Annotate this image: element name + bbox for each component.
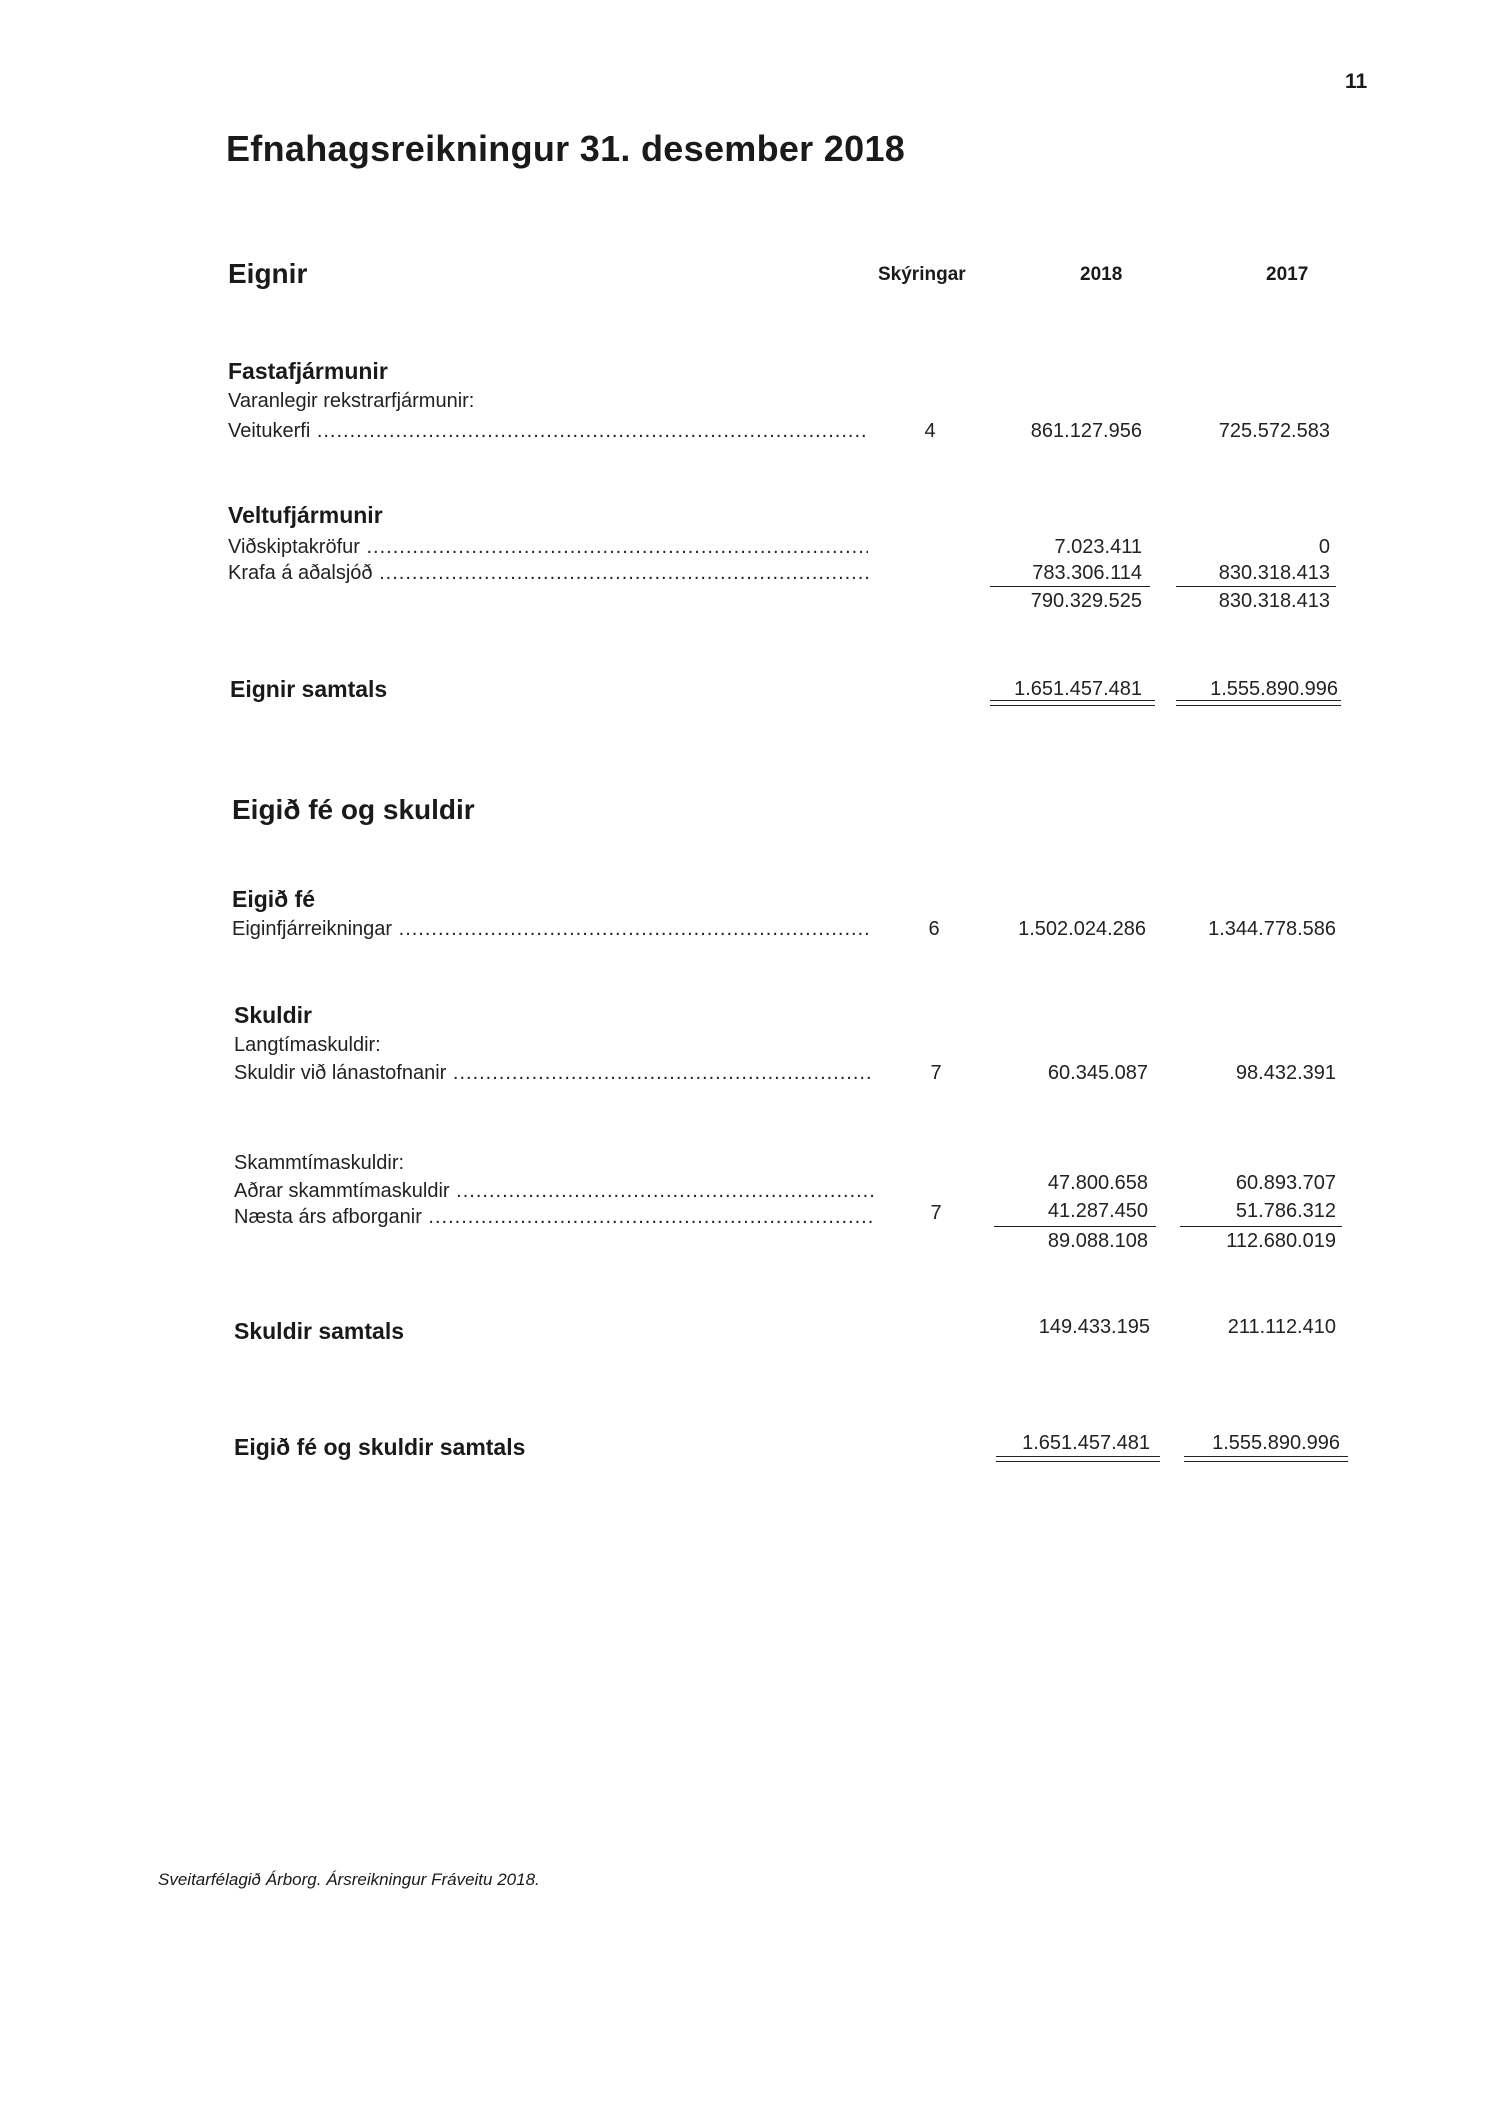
row-label: Veitukerfi ..... — [228, 420, 868, 443]
fixed-assets-subheading: Varanlegir rekstrarfjármunir: — [228, 390, 475, 412]
value-2018: 861.127.956 — [1030, 420, 1142, 442]
value-2018: 60.345.087 — [1047, 1062, 1148, 1084]
value-2017: 98.432.391 — [1235, 1062, 1336, 1084]
subtotal-rule — [1180, 1226, 1342, 1227]
value-2018: 783.306.114 — [1032, 562, 1142, 584]
value-2017: 725.572.583 — [1218, 420, 1330, 442]
subtotal-2018: 790.329.525 — [1030, 590, 1142, 612]
value-2018: 7.023.411 — [1054, 536, 1142, 558]
assets-heading: Eignir — [228, 258, 308, 289]
debt-total-2017: 211.112.410 — [1227, 1316, 1336, 1338]
row-note: 4 — [924, 420, 936, 442]
grand-total-2017: 1.555.890.996 — [1212, 1432, 1340, 1454]
assets-total-label: Eignir samtals — [230, 676, 388, 702]
debt-total-label: Skuldir samtals — [234, 1318, 405, 1344]
value-2017: 51.786.312 — [1235, 1200, 1336, 1222]
value-2018: 41.287.450 — [1047, 1200, 1148, 1222]
value-2017: 0 — [1318, 536, 1330, 558]
liabilities-heading: Eigið fé og skuldir — [232, 794, 475, 825]
total-double-rule — [1184, 1456, 1348, 1462]
col-2017-header: 2017 — [1266, 264, 1309, 285]
page-title: Efnahagsreikningur 31. desember 2018 — [226, 128, 906, 169]
current-assets-heading: Veltufjármunir — [228, 502, 383, 528]
col-2018-header: 2018 — [1080, 264, 1123, 285]
subtotal-2018: 89.088.108 — [1047, 1230, 1148, 1252]
row-note: 7 — [930, 1062, 942, 1084]
subtotal-rule — [994, 1226, 1156, 1227]
debt-total-2018: 149.433.195 — [1038, 1316, 1150, 1338]
value-2018: 47.800.658 — [1047, 1172, 1148, 1194]
row-label: Krafa á aðalsjóð ..... — [228, 562, 868, 585]
debt-heading: Skuldir — [234, 1002, 312, 1028]
page-number: 11 — [1345, 70, 1368, 93]
value-2018: 1.502.024.286 — [1018, 918, 1146, 940]
assets-total-2018: 1.651.457.481 — [1014, 678, 1142, 700]
assets-total-2017: 1.555.890.996 — [1210, 678, 1338, 700]
col-notes-header: Skýringar — [878, 264, 966, 285]
subtotal-rule — [1176, 586, 1336, 587]
page-footer: Sveitarfélagið Árborg. Ársreikningur Fráveitu 2018. — [158, 1870, 540, 1889]
equity-heading: Eigið fé — [232, 886, 316, 912]
subtotal-rule — [990, 586, 1150, 587]
total-double-rule — [1176, 700, 1341, 706]
total-double-rule — [996, 1456, 1160, 1462]
fixed-assets-heading: Fastafjármunir — [228, 358, 388, 384]
short-term-subheading: Skammtímaskuldir: — [234, 1152, 405, 1174]
row-label: Viðskiptakröfur ..... — [228, 536, 868, 559]
value-2017: 1.344.778.586 — [1208, 918, 1336, 940]
subtotal-2017: 112.680.019 — [1226, 1230, 1336, 1252]
row-label: Næsta árs afborganir ..... — [234, 1206, 874, 1229]
total-double-rule — [990, 700, 1155, 706]
value-2017: 830.318.413 — [1218, 562, 1330, 584]
long-term-subheading: Langtímaskuldir: — [234, 1034, 381, 1056]
row-note: 7 — [930, 1202, 942, 1224]
row-label: Aðrar skammtímaskuldir ..... — [234, 1180, 874, 1203]
value-2017: 60.893.707 — [1235, 1172, 1336, 1194]
row-label: Skuldir við lánastofnanir ..... — [234, 1062, 874, 1085]
subtotal-2017: 830.318.413 — [1218, 590, 1330, 612]
grand-total-2018: 1.651.457.481 — [1022, 1432, 1150, 1454]
row-label: Eiginfjárreikningar ..... — [232, 918, 868, 941]
grand-total-label: Eigið fé og skuldir samtals — [234, 1434, 526, 1460]
row-note: 6 — [928, 918, 940, 940]
